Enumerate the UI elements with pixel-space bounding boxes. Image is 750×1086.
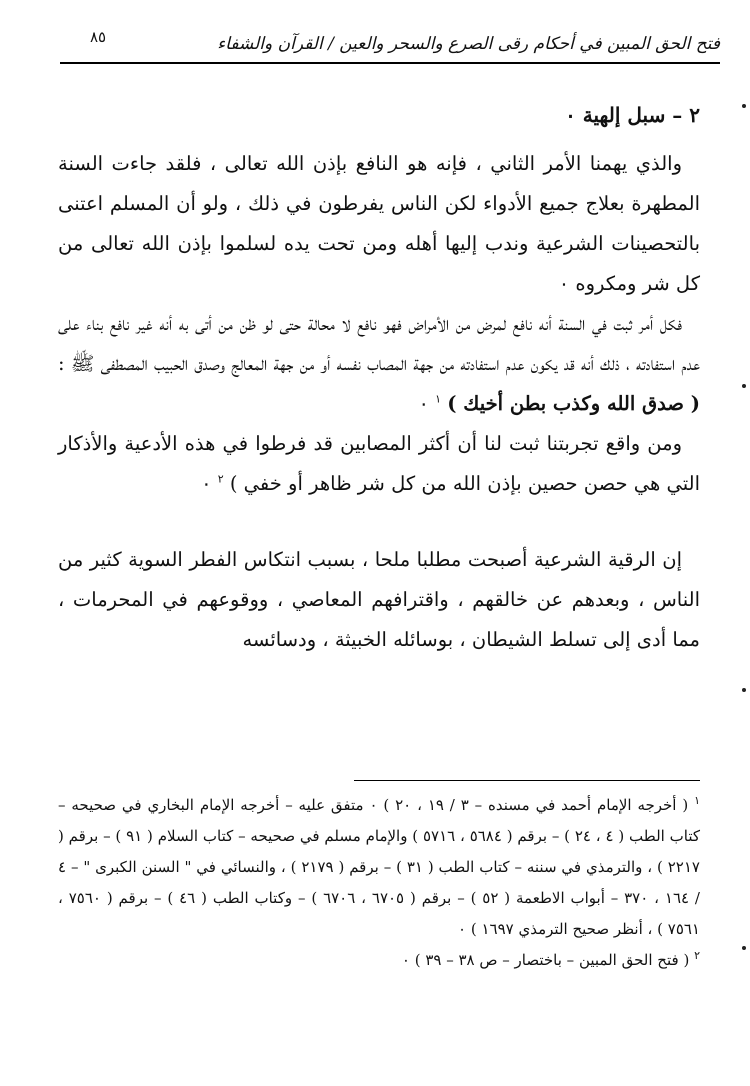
footnotes (58, 790, 700, 976)
paragraph-4 (58, 540, 700, 660)
paragraph-text: فكل أمر ثبت في السنة أنه نافع لمرض من الأمراض فهو نافع لا محالة حتى لو ظن من أتى به أنه غير نافع بناء على عدم استفادته ، ذلك أنه قد يكون عدم استفادته من جهة المصاب نفسه أو من جهة المعالج وصدق الحبيب المصطفى ﷺ : (58, 312, 700, 375)
margin-dot (742, 104, 746, 108)
paragraph-text: إن الرقية الشرعية أصبحت مطلبا ملحا ، بسبب انتكاس الفطر السوية كثير من الناس ، وبعدهم عن خالقهم ، واقترافهم المعاصي ، ووقوعهم في المحرمات ، مما أدى إلى تسلط الشيطان ، بوسائله الخبيثة ، ودسائسه (58, 548, 700, 651)
paragraph-end: ٠ (418, 392, 429, 415)
paragraph-text: والذي يهمنا الأمر الثاني ، فإنه هو النافع بإذن الله تعالى ، فلقد جاءت السنة المطهرة بعلاج جميع الأدواء لكن الناس يفرطون في ذلك ، ولو أن المسلم اعتنى بالتحصينات الشرعية وندب إليها أهله ومن تحت يده لسلموا بإذن الله تعالى من كل شر ومكروه ٠ (58, 152, 700, 295)
footnote-mark: ١ (694, 794, 700, 807)
footnote-ref: ٢ (217, 472, 224, 486)
margin-dot (742, 946, 746, 950)
footnote-ref: ١ (435, 392, 442, 406)
footnote-text: ( أخرجه الإمام أحمد في مسنده – ٣ / ١٩ ، ٢٠ ) ٠ متفق عليه – أخرجه الإمام البخاري في صحيحه – كتاب الطب ( ٤ ، ٢٤ ) – برقم ( ٥٦٨٤ ، ٥٧١٦ ) والإمام مسلم في صحيحه – كتاب السلام ( ٩١ ) – برقم ( ٢٢١٧ ) ، والترمذي في سننه – كتاب الطب ( ٣١ ) – برقم ( ٢١٧٩ ) ، والنسائي في " السنن الكبرى " – ٤ / ١٦٤ ، ٣٧٠ – أبواب الاطعمة ( ٥٢ ) – برقم ( ٦٧٠٥ ، ٦٧٠٦ ) – وكتاب الطب ( ٤٦ ) – برقم ( ٧٥٦٠ ، ٧٥٦١ ) ، أنظر صحيح الترمذي ١٦٩٧ ) ٠ (58, 796, 700, 938)
paragraph-1 (58, 144, 700, 304)
running-title: فتح الحق المبين في أحكام رقى الصرع والسحر والعين / القرآن والشفاء (217, 34, 720, 54)
hadith-quote: ( صدق الله وكذب بطن أخيك ) (447, 392, 700, 415)
paragraph-text: ومن واقع تجربتنا ثبت لنا أن أكثر المصابين قد فرطوا في هذه الأدعية والأذكار التي هي حصن حصين بإذن الله من كل شر ظاهر أو خفي ) (58, 432, 700, 495)
page-number: ٨٥ (90, 28, 107, 46)
paragraph-end: ٠ (201, 472, 212, 495)
main-text (58, 98, 700, 660)
margin-dot (742, 384, 746, 388)
footnote-2 (58, 945, 700, 976)
footnote-rule (354, 780, 700, 781)
footnote-1 (58, 790, 700, 945)
page-header (60, 26, 720, 66)
paragraph-3 (58, 424, 700, 504)
header-rule (60, 62, 720, 64)
footnote-mark: ٢ (694, 949, 700, 962)
footnote-text: ( فتح الحق المبين – باختصار – ص ٣٨ – ٣٩ ) ٠ (401, 951, 690, 969)
paragraph-2 (58, 304, 700, 424)
section-heading: ٢ – سبل إلهية ٠ (565, 103, 700, 127)
margin-dot (742, 688, 746, 692)
